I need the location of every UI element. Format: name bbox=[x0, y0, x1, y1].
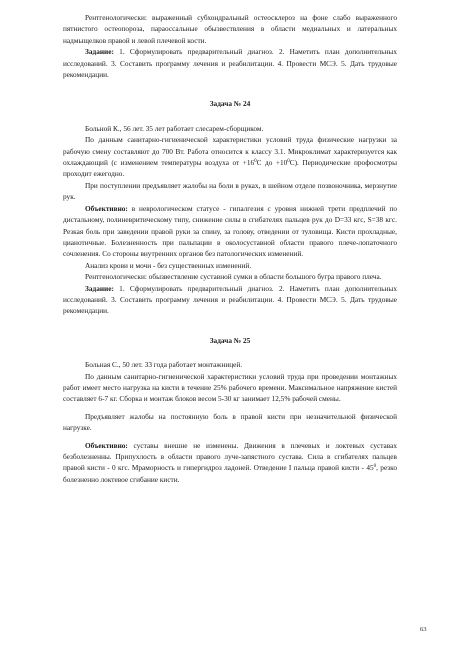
t25-degree-sup: 0 bbox=[373, 464, 377, 470]
t23-xray-paragraph: Рентгенологически: выраженный субхондральный остеосклероз на фоне слабо выраженного пятнистого остеопороза, параоссальные обызвествления в области медиальных и латеральных надмыщелков правой и левой плечевой кости. bbox=[63, 13, 397, 45]
t24-degree-sup-1: 0 bbox=[254, 159, 257, 165]
t24-xray-paragraph: Рентгенологически: обызвествление суставной сумки в области большого бугра правого плеча. bbox=[85, 272, 382, 282]
t24-analysis-paragraph: Анализ крови и мочи - без существенных изменений. bbox=[85, 260, 252, 270]
t24-objective-label: Объективно: bbox=[85, 203, 128, 213]
t25-title: Задача № 25 bbox=[209, 335, 251, 345]
t25-patient-paragraph: Больная С., 50 лет. 33 года работает монтажницей. bbox=[85, 360, 243, 370]
t24-task-text: 1. Сформулировать предварительный диагноз. 2. Наметить план дополнительных исследований. 3. Составить программу лечения и реабилитации. 4. Провести МСЭ. 5. Дать трудовые рекомендации. bbox=[63, 283, 397, 316]
page-number: 63 bbox=[420, 626, 427, 633]
t25-objective-label: Объективно: bbox=[85, 440, 128, 450]
t24-degree-sup-2: 0 bbox=[287, 159, 290, 165]
t25-objective-paragraph bbox=[63, 440, 397, 486]
t25-conditions-paragraph: По данным санитарно-гигиенической характеристики условий труда при проведении монтажных работ имеет место нагрузка на кисти в течение 25% рабочего времени. Максимальное напряжение кистей составляет 6-7 кг. Сборка и монтаж блоков весом 5-30 кг занимает 12,5% рабочей смены. bbox=[63, 371, 397, 404]
t25-complaints-paragraph: Предъявляет жалобы на постоянную боль в правой кисти при незначительной физической нагрузке. bbox=[63, 411, 397, 433]
t23-task-text: 1. Сформулировать предварительный диагноз. 2. Наметить план дополнительных исследований. 3. Составить программу лечения и реабилитации. 4. Провести МСЭ. 5. Дать трудовые рекомендации. bbox=[63, 47, 397, 80]
t24-objective-text: в неврологическом статусе - гипалгезия с уровня нижней трети предплечий по дистальному, полиневритическому типу, снижение силы в сгибателях пальцев рук до D=33 кгс, S=38 кгс. Резкая боль при заведении правой руки за спину, за голову, отведении от туловища. Кисти прохладные, цианотичные. Болезненность при пальпации в околосуставной области правого плече-лопаточного сочленения. Со стороны внутренних органов без патологических изменений. bbox=[63, 203, 397, 259]
t24-title: Задача № 24 bbox=[209, 99, 251, 109]
t24-conditions-a: По данным санитарно-гигиенической характеристики условий труда физические нагрузки за рабочую смену составляют до 700 Вт. Работа относится к классу 3.1. Микроклимат характеризуется как охлаждающий (с изменением температуры воздуха от +16 bbox=[63, 135, 397, 168]
t24-task-paragraph bbox=[63, 283, 397, 317]
t24-conditions-paragraph bbox=[63, 134, 397, 180]
t24-conditions-c: С). Периодические профосмотры проходит ежегодно. bbox=[63, 158, 397, 179]
t24-patient-paragraph: Больной К., 56 лет. 35 лет работает слесарем-сборщиком. bbox=[85, 123, 264, 133]
t24-task-label: Задание: bbox=[85, 283, 114, 293]
t24-conditions-b: С до +10 bbox=[256, 158, 288, 168]
t24-complaints-paragraph: При поступлении предъявляет жалобы на боли в руках, в шейном отделе позвоночника, мерзнутие рук. bbox=[63, 180, 397, 202]
t23-task-paragraph bbox=[63, 46, 397, 80]
t25-objective-text-a: суставы внешне не изменены. Движения в плечевых и локтевых суставах безболезненны. Припухлость в области правого луче-запястного сустава. Сила в сгибателях пальцев правой кисти - 0 кгс. Мраморность и гипергидроз ладоней. Отведение I пальца правой кисти - 45 bbox=[63, 440, 397, 473]
t25-objective-text-b: , резко болезненно локтевое сгибание кисти. bbox=[63, 463, 397, 484]
t23-task-label: Задание: bbox=[85, 47, 114, 57]
t24-objective-paragraph bbox=[63, 203, 397, 260]
page-content bbox=[63, 12, 397, 485]
